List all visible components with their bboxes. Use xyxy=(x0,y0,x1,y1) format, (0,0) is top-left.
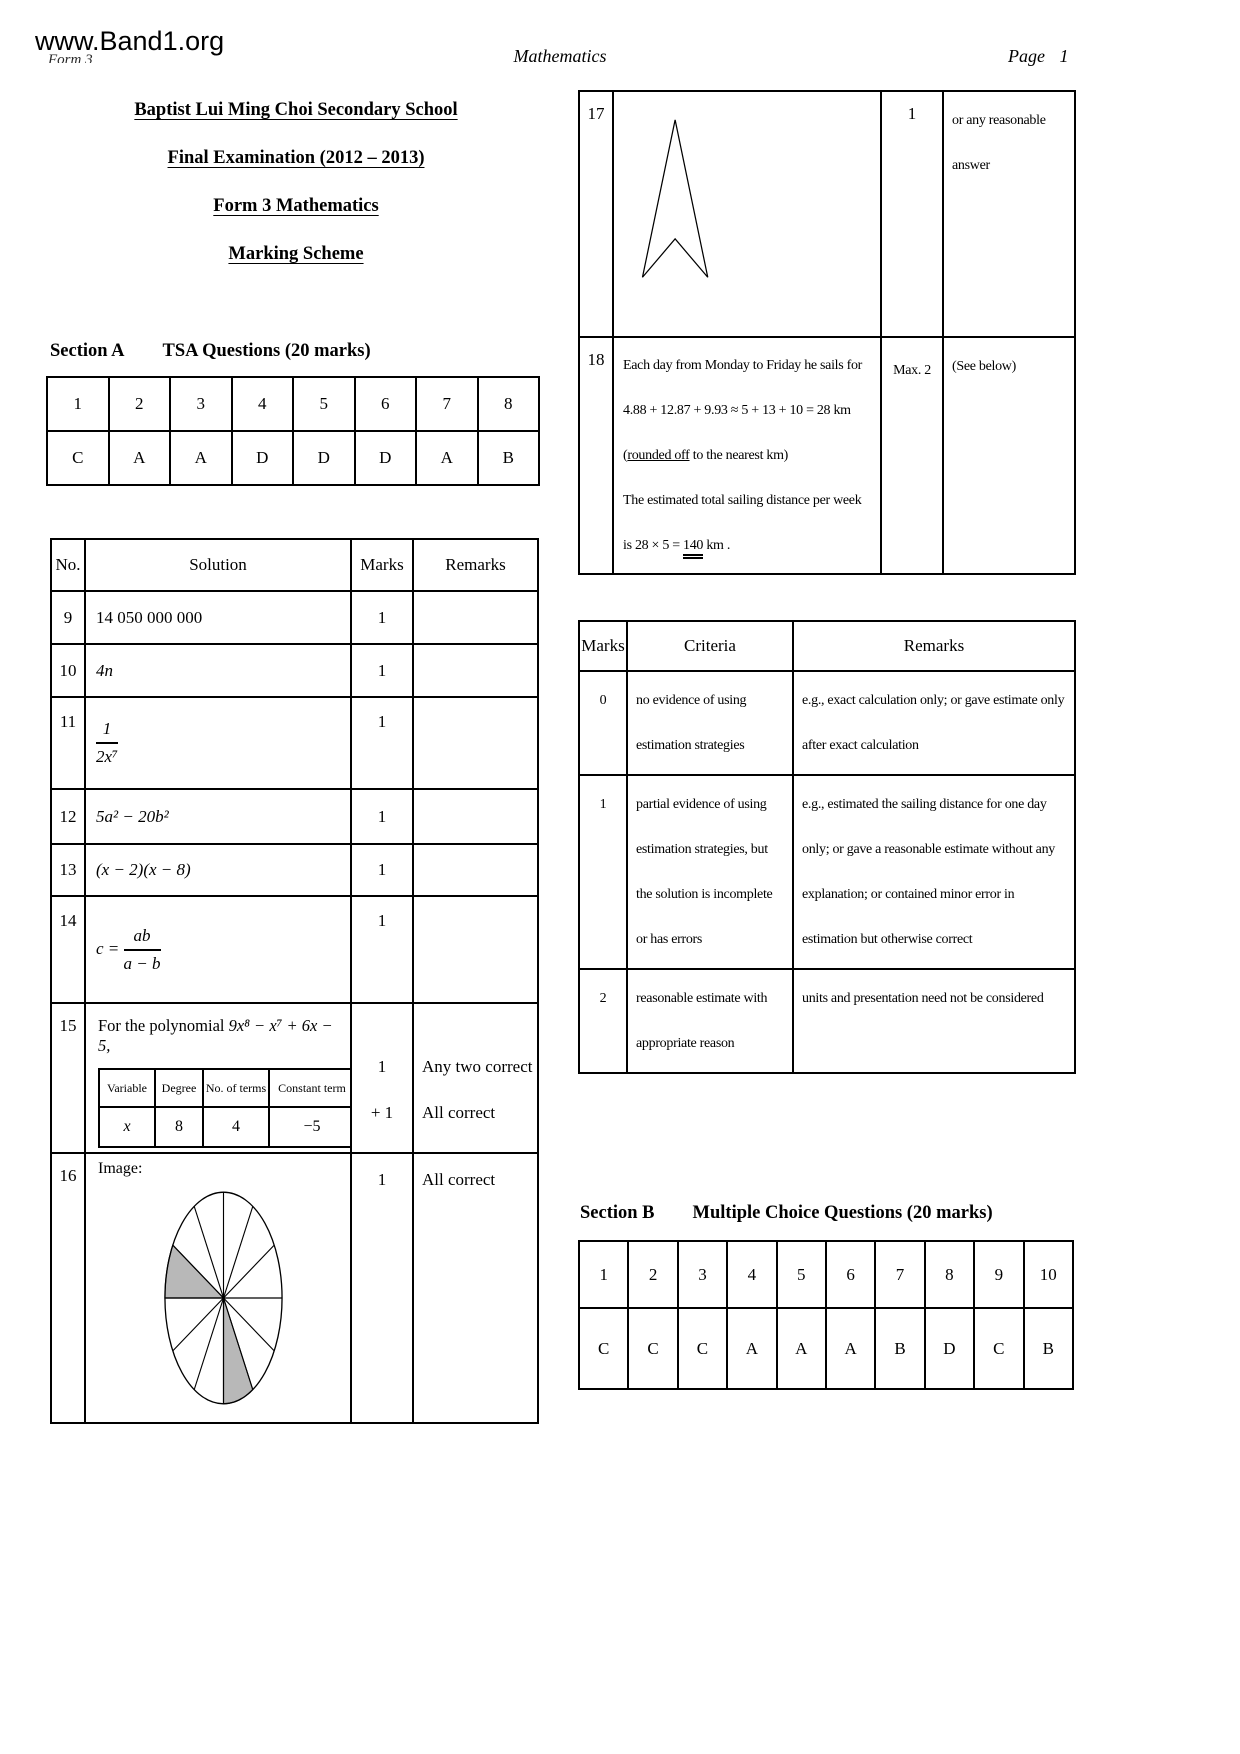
watermark-text: www.Band1.org xyxy=(35,26,225,56)
intro-text: For the polynomial xyxy=(98,1016,225,1035)
marks-cell: Max. 2 xyxy=(881,337,943,574)
inner-header-cell: Degree xyxy=(155,1069,203,1107)
remarks-cell: (See below) xyxy=(943,337,1075,574)
inner-header-row xyxy=(99,1069,351,1107)
answer-letter-cell: D xyxy=(355,431,417,485)
header-form-label: Form 3 xyxy=(48,52,93,63)
solution-row-9 xyxy=(51,591,538,644)
criteria-cell: reasonable estimate with appropriate reason xyxy=(627,969,793,1073)
solution-row-15 xyxy=(51,1003,538,1153)
remarks-cell xyxy=(413,697,538,789)
header-remarks: Remarks xyxy=(413,539,538,591)
text-line xyxy=(623,433,871,478)
solution-cell xyxy=(85,697,351,789)
remarks-cell xyxy=(413,844,538,896)
answer-letter-cell: C xyxy=(628,1308,677,1389)
remarks-cell xyxy=(413,644,538,697)
answer-row xyxy=(47,431,539,485)
solution-table-continued xyxy=(578,90,1076,575)
marks-cell: 1 xyxy=(351,789,413,844)
section-b-answer-table xyxy=(578,1240,1074,1390)
no-cell: 17 xyxy=(579,91,613,337)
criteria-cell: no evidence of using estimation strategies xyxy=(627,671,793,775)
solution-cell xyxy=(85,1003,351,1153)
final-answer: 140 xyxy=(683,538,703,559)
no-cell: 16 xyxy=(51,1153,85,1423)
answer-letter-cell: A xyxy=(826,1308,875,1389)
inner-value-row xyxy=(99,1107,351,1147)
solution-row-14 xyxy=(51,896,538,1003)
no-cell: 12 xyxy=(51,789,85,844)
question-number-row xyxy=(47,377,539,431)
answer-letter-cell: C xyxy=(974,1308,1023,1389)
intro-math: 9x⁸ − x⁷ + 6x − 5, xyxy=(98,1016,333,1055)
fraction-numerator: 1 xyxy=(96,719,118,744)
section-b-heading xyxy=(580,1203,993,1224)
no-cell: 18 xyxy=(579,337,613,574)
question-number-cell: 6 xyxy=(355,377,417,431)
question-number-cell: 7 xyxy=(416,377,478,431)
answer-letter-cell: C xyxy=(47,431,109,485)
text-rest: to the nearest km) xyxy=(689,448,789,463)
remark-line: answer xyxy=(952,158,990,173)
answer-letter-cell: A xyxy=(416,431,478,485)
remarks-cell xyxy=(413,789,538,844)
solution-cell: 4n xyxy=(85,644,351,697)
solution-row-12 xyxy=(51,789,538,844)
no-cell: 13 xyxy=(51,844,85,896)
question-number-cell: 4 xyxy=(727,1241,776,1308)
solution-table xyxy=(50,538,539,1424)
question-number-cell: 9 xyxy=(974,1241,1023,1308)
criteria-row-0 xyxy=(579,671,1075,775)
question-number-cell: 1 xyxy=(579,1241,628,1308)
inner-value-cell: x xyxy=(99,1107,155,1147)
marks-cell: 1 xyxy=(351,591,413,644)
criteria-table xyxy=(578,620,1076,1074)
solution-row-18 xyxy=(579,337,1075,574)
answer-letter-cell: B xyxy=(1024,1308,1073,1389)
question-number-cell: 2 xyxy=(628,1241,677,1308)
exam-name: Final Examination (2012 – 2013) xyxy=(167,148,425,168)
inner-header-cell: Variable xyxy=(99,1069,155,1107)
fraction-figure xyxy=(124,926,161,974)
answer-letter-cell: A xyxy=(109,431,171,485)
clock-pie-figure xyxy=(96,1180,351,1416)
answer-letter-cell: B xyxy=(875,1308,924,1389)
fraction-denominator: a − b xyxy=(123,953,161,973)
criteria-row-2 xyxy=(579,969,1075,1073)
solution-header-row xyxy=(51,539,538,591)
answer-letter-cell: B xyxy=(478,431,540,485)
section-b-label: Section B xyxy=(580,1203,655,1223)
section-a-answer-table xyxy=(46,376,540,486)
question-number-cell: 5 xyxy=(777,1241,826,1308)
question-number-cell: 3 xyxy=(678,1241,727,1308)
question-number-cell: 10 xyxy=(1024,1241,1073,1308)
arrow-figure xyxy=(630,114,726,286)
result-line xyxy=(623,523,871,568)
polynomial-property-table xyxy=(98,1068,351,1148)
result-prefix: is 28 × 5 = xyxy=(623,538,684,553)
title-block xyxy=(50,100,542,292)
header-criteria: Criteria xyxy=(627,621,793,671)
criteria-row-1 xyxy=(579,775,1075,969)
marks-cell: 1 xyxy=(881,91,943,337)
inner-value-cell: 8 xyxy=(155,1107,203,1147)
answer-letter-cell: A xyxy=(727,1308,776,1389)
solution-cell: 14 050 000 000 xyxy=(85,591,351,644)
question-number-cell: 3 xyxy=(170,377,232,431)
marks-cell: 2 xyxy=(579,969,627,1073)
marks-cell: 1 xyxy=(579,775,627,969)
doc-type: Marking Scheme xyxy=(228,244,364,264)
form-subject: Form 3 Mathematics xyxy=(213,196,379,216)
header-page-number: Page 1 xyxy=(1008,46,1069,66)
solution-cell xyxy=(613,337,881,574)
question-number-cell: 7 xyxy=(875,1241,924,1308)
no-cell: 9 xyxy=(51,591,85,644)
polynomial-intro xyxy=(98,1016,344,1056)
inner-value-cell: 4 xyxy=(203,1107,269,1147)
answer-letter-cell: C xyxy=(579,1308,628,1389)
question-number-cell: 8 xyxy=(925,1241,974,1308)
question-number-cell: 1 xyxy=(47,377,109,431)
question-number-cell: 5 xyxy=(293,377,355,431)
solution-row-17 xyxy=(579,91,1075,337)
header-remarks: Remarks xyxy=(793,621,1075,671)
remarks-cell xyxy=(413,1003,538,1153)
inner-value-cell: −5 xyxy=(269,1107,351,1147)
remarks-cell: units and presentation need not be considered xyxy=(793,969,1075,1073)
section-b-title: Multiple Choice Questions (20 marks) xyxy=(692,1203,993,1223)
answer-letter-cell: D xyxy=(925,1308,974,1389)
remarks-cell xyxy=(413,896,538,1003)
question-number-row xyxy=(579,1241,1073,1308)
question-number-cell: 2 xyxy=(109,377,171,431)
header-subject: Mathematics xyxy=(513,46,607,66)
equation-lhs: c = xyxy=(96,938,120,958)
section-a-label: Section A xyxy=(50,341,125,361)
header-marks: Marks xyxy=(579,621,627,671)
solution-row-13 xyxy=(51,844,538,896)
solution-cell xyxy=(613,91,881,337)
remarks-cell: e.g., exact calculation only; or gave estimate only after exact calculation xyxy=(793,671,1075,775)
marks-cell xyxy=(351,1003,413,1153)
solution-cell xyxy=(85,896,351,1003)
fraction-denominator: 2x⁷ xyxy=(96,747,118,766)
marks-line: 1 xyxy=(377,1057,387,1076)
formula-line: 4.88 + 12.87 + 9.93 ≈ 5 + 13 + 10 = 28 km xyxy=(623,403,851,418)
answer-letter-cell: A xyxy=(777,1308,826,1389)
underlined-phrase: rounded off xyxy=(627,448,690,463)
inner-header-cell: No. of terms xyxy=(203,1069,269,1107)
no-cell: 10 xyxy=(51,644,85,697)
remarks-cell xyxy=(413,591,538,644)
paren: ( xyxy=(623,448,628,463)
header-no: No. xyxy=(51,539,85,591)
marks-cell: 0 xyxy=(579,671,627,775)
text-line: Each day from Monday to Friday he sails for xyxy=(623,358,863,373)
marks-line: + 1 xyxy=(370,1103,394,1122)
answer-letter-cell: A xyxy=(170,431,232,485)
question-number-cell: 6 xyxy=(826,1241,875,1308)
marks-cell: 1 xyxy=(351,896,413,1003)
marks-cell: 1 xyxy=(351,844,413,896)
solution-cell: (x − 2)(x − 8) xyxy=(85,844,351,896)
header-marks: Marks xyxy=(351,539,413,591)
remark-line: All correct xyxy=(422,1103,496,1122)
text-line: The estimated total sailing distance per week xyxy=(623,493,862,508)
fraction-numerator: ab xyxy=(124,926,161,951)
remarks-cell: All correct xyxy=(413,1153,538,1423)
section-a-title: TSA Questions (20 marks) xyxy=(162,341,371,361)
remark-line: Any two correct xyxy=(422,1057,533,1076)
marks-cell: 1 xyxy=(351,1153,413,1423)
question-number-cell: 4 xyxy=(232,377,294,431)
school-name: Baptist Lui Ming Choi Secondary School xyxy=(134,100,458,120)
solution-row-16 xyxy=(51,1153,538,1423)
no-cell: 14 xyxy=(51,896,85,1003)
answer-letter-cell: D xyxy=(293,431,355,485)
answer-row xyxy=(579,1308,1073,1389)
marks-cell: 1 xyxy=(351,697,413,789)
marks-cell: 1 xyxy=(351,644,413,697)
image-label: Image: xyxy=(98,1160,143,1177)
header-solution: Solution xyxy=(85,539,351,591)
result-suffix: km . xyxy=(703,538,731,553)
solution-cell xyxy=(85,1153,351,1423)
solution-row-10 xyxy=(51,644,538,697)
solution-cell: 5a² − 20b² xyxy=(85,789,351,844)
inner-header-cell: Constant term xyxy=(269,1069,351,1107)
question-number-cell: 8 xyxy=(478,377,540,431)
criteria-header-row xyxy=(579,621,1075,671)
no-cell: 11 xyxy=(51,697,85,789)
criteria-cell: partial evidence of using estimation strategies, but the solution is incomplete or has errors xyxy=(627,775,793,969)
remarks-cell: e.g., estimated the sailing distance for one day only; or gave a reasonable estimate without any explanation; or contained minor error in estimation but otherwise correct xyxy=(793,775,1075,969)
solution-row-11 xyxy=(51,697,538,789)
no-cell: 15 xyxy=(51,1003,85,1153)
answer-letter-cell: D xyxy=(232,431,294,485)
answer-letter-cell: C xyxy=(678,1308,727,1389)
remark-line: or any reasonable xyxy=(952,113,1046,128)
remarks-cell xyxy=(943,91,1075,337)
fraction-figure xyxy=(96,719,118,767)
section-a-heading xyxy=(50,341,371,362)
